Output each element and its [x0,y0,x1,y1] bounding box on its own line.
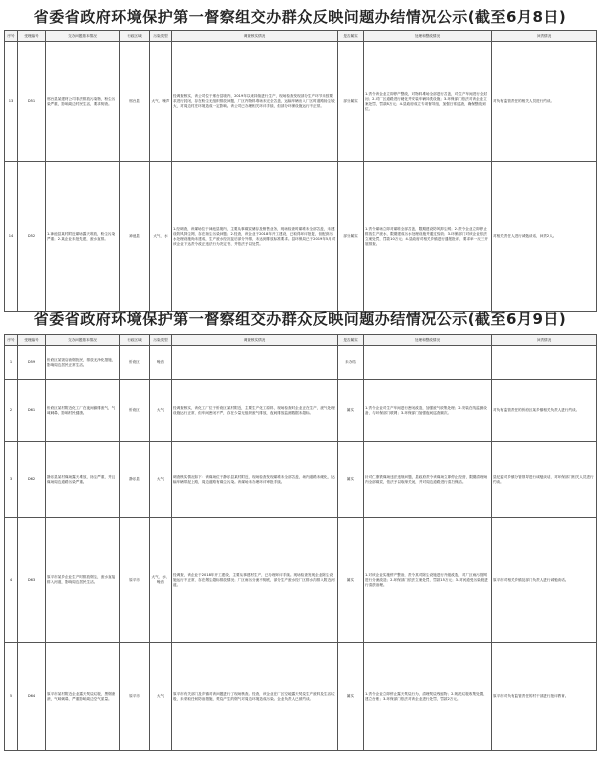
cell-type: 大气、水 [150,162,172,312]
cell-no: 5 [5,643,18,751]
cell-resp: 原平市对相关乡镇及部门负责人进行诫勉谈话。 [492,518,597,643]
header-no: 序号 [5,31,18,42]
header-type: 污染类型 [150,31,172,42]
cell-type: 噪音 [150,346,172,380]
cell-true: 部分属实 [338,42,364,162]
cell-handle: 1.责令企业立即停止露天焚烧行为，清理焚烧残留物；2.规范垃圾收集处置，建立台账；3.环保部门依法对该企业进行处罚，罚款2万元。 [364,643,492,751]
cell-type: 大气 [150,442,172,518]
header-type: 污染类型 [150,335,172,346]
cell-content: 忻府区某饭店油烟扰民，排放无净化措施，影响周边居民正常生活。 [46,346,120,380]
cell-content: 忻府区某村附近化工厂在夜间偷排废气，气味刺鼻，影响村民健康。 [46,380,120,442]
header-resp: 问责情况 [492,335,597,346]
table-row [5,162,597,312]
cell-resp: 对相关责任人进行诫勉谈话，问责2人。 [492,162,597,312]
table-row [5,518,597,643]
cell-result [172,346,338,380]
table-row [5,346,597,380]
page-title-june-9: 省委省政府环境保护第一督察组交办群众反映问题办结情况公示(截至6月9日) [33,310,567,328]
cell-result: 1.经调查，该煤场位于神池县境内，主要从事煤炭储存及销售业务，现场检查时煤堆未全部苫盖，未建设防风抑尘网，存在扬尘污染问题；2.经查，该企业于2018年开工建设，已取得环评批复，但配套污水处理设施尚未建成，生产废水经沉淀后部分外排，未达到排放标准要求。县环保局已于2019年5月对该企业下达责令改正违法行为决定书，并依法予以处罚。 [172,162,338,312]
cell-type: 大气、水、噪音 [150,518,172,643]
cell-handle: 1.对该企业实施停产整治，责令其对除尘设施进行升级改造，对厂区雨污管网进行分流改造；2.环保部门依法立案处罚，罚款15万元；3.对河道受污染段进行清淤治理。 [364,518,492,643]
cell-content: 邢台县某建材公司非法排放污染物，粉尘污染严重，影响周边村民生活，要求彻查。 [46,42,120,162]
cell-no: 2 [5,380,18,442]
cell-resp: 对负有监管责任的相关人员进行约谈。 [492,42,597,162]
cell-area: 原平市 [120,518,150,643]
cell-no: 14 [5,162,18,312]
cell-id: D63 [18,518,46,643]
cell-handle: 针对仁康铁煤场违法违规问题，县政府责令该煤场立即停止经营，限期清理场内全部煤炭，依法予以取缔关闭，并对周边道路进行清扫保洁。 [364,442,492,518]
cell-id: D61 [18,380,46,442]
table-header-row [5,335,597,346]
cell-no: 1 [5,346,18,380]
cell-area: 静乐县 [120,442,150,518]
cell-content: 原平市某村附近企业露天焚烧垃圾，黑烟滚滚，气味刺鼻，严重影响周边空气质量。 [46,643,120,751]
header-result: 调查核实情况 [172,335,338,346]
cell-true: 部分属实 [338,162,364,312]
cell-content: 原平市某乡企业生产时排放烟尘，废水直接排入河道，影响周边居民生活。 [46,518,120,643]
cell-true: 未办结 [338,346,364,380]
header-area: 行政区域 [120,31,150,42]
table-header-row [5,31,597,42]
table-row [5,643,597,751]
header-result: 调查核实情况 [172,31,338,42]
cell-result: 调查核实情况如下：该煤场位于静乐县某村附近，现场检查发现煤堆未全部苫盖，场内道路未硬化，运输车辆带泥上路，周边道路有煤尘污染。该煤场未办理环评审批手续。 [172,442,338,518]
cell-handle: 1.责令企业对生产车间进行密闭改造，加强废气收集处理；2.安装在线监测设备，与环保部门联网；3.环保部门加强夜间巡查频次。 [364,380,492,442]
header-content: 交办问题基本情况 [46,31,120,42]
cell-no: 13 [5,42,18,162]
cell-true: 属实 [338,380,364,442]
cell-handle: 1.责令该企业立即停产整改，对物料堆场全部进行苫盖，对生产车间进行全封闭；2.对厂区道路进行硬化并安装车辆冲洗设施；3.环保部门依法对该企业立案处罚，罚款8万元；4.县政府成立专项督导组，加强日常巡查，确保整改到位。 [364,42,492,162]
header-id: 受理编号 [18,31,46,42]
header-true: 是否属实 [338,335,364,346]
cell-no: 4 [5,518,18,643]
cell-handle: 1.责令煤场立即对煤堆全部苫盖，限期建设防风抑尘网；2.责令企业立即停止排放生产废水，限期建成污水处理设施并通过验收；3.环保部门对该企业依法立案处罚，罚款10万元；4.县政府对相关乡镇进行通报批评，要求举一反三开展排查。 [364,162,492,312]
cell-type: 大气 [150,643,172,751]
cell-id: D62 [18,442,46,518]
cell-handle [364,346,492,380]
table-june-8 [4,30,597,312]
cell-area: 邢台县 [120,42,150,162]
cell-id: D51 [18,42,46,162]
cell-content: 1.神池县某村附近煤场露天堆放，粉尘污染严重；2.某企业未批先建，废水直排。 [46,162,120,312]
header-resp: 问责情况 [492,31,597,42]
cell-id: D59 [18,346,46,380]
cell-result: 原平市有关部门及乡镇对该问题进行了现场核查。经查，该企业在厂区空地露天焚烧生产废料及生活垃圾，未采取任何防治措施，焚烧产生的烟气对周边环境造成污染。企业负责人已被约谈。 [172,643,338,751]
cell-resp: 县纪委对乡镇分管领导进行诫勉谈话，对环保部门相关人员进行约谈。 [492,442,597,518]
cell-true: 属实 [338,518,364,643]
table-june-9 [4,334,597,751]
cell-resp [492,346,597,380]
header-content: 交办问题基本情况 [46,335,120,346]
cell-result: 经调查，该企业于2018年开工建设，主要从事建材生产，已办理环评手续。现场检查发现企业除尘设施运行不正常，存在烟尘超标排放情况；厂区雨污分流不彻底，部分生产废水经厂区排水沟排入附近河道。 [172,518,338,643]
table-row [5,42,597,162]
cell-content: 静乐县某村煤场露天堆放，扬尘严重，并且煤场周边道路污染严重。 [46,442,120,518]
table-row [5,380,597,442]
cell-true: 属实 [338,643,364,751]
header-id: 受理编号 [18,335,46,346]
cell-true: 属实 [338,442,364,518]
cell-type: 大气、噪声 [150,42,172,162]
table-row [5,442,597,518]
header-true: 是否属实 [338,31,364,42]
cell-id: D52 [18,162,46,312]
header-handle: 处理和整改情况 [364,31,492,42]
cell-resp: 原平市对负有监管责任的村干部进行批评教育。 [492,643,597,751]
cell-area: 原平市 [120,643,150,751]
header-no: 序号 [5,335,18,346]
cell-type: 大气 [150,380,172,442]
header-area: 行政区域 [120,335,150,346]
cell-no: 3 [5,442,18,518]
cell-resp: 对负有监管责任的忻府区某乡镇相关负责人进行约谈。 [492,380,597,442]
cell-area: 神池县 [120,162,150,312]
header-handle: 处理和整改情况 [364,335,492,346]
cell-result: 经调查核实，该化工厂位于忻府区某村附近，主要生产化工原料，现场检查时企业正在生产，废气处理设施运行正常，但车间密闭不严，存在少量无组织废气排放，夜间排放监测数据未超标。 [172,380,338,442]
cell-area: 忻府区 [120,346,150,380]
page-title-june-8: 省委省政府环境保护第一督察组交办群众反映问题办结情况公示(截至6月8日) [33,8,567,26]
cell-result: 经调查核实，该公司位于邢台县境内，2019年以来持续进行生产，现场检查发现部分生产环节未按要求进行封闭，存在粉尘无组织排放问题，厂区内物料堆场未完全苫盖，运输车辆出入厂区时道路扬尘较大，对周边村庄环境造成一定影响。该公司已办理相关环评手续，但部分环保设施运行不正常。 [172,42,338,162]
cell-id: D64 [18,643,46,751]
cell-area: 忻府区 [120,380,150,442]
